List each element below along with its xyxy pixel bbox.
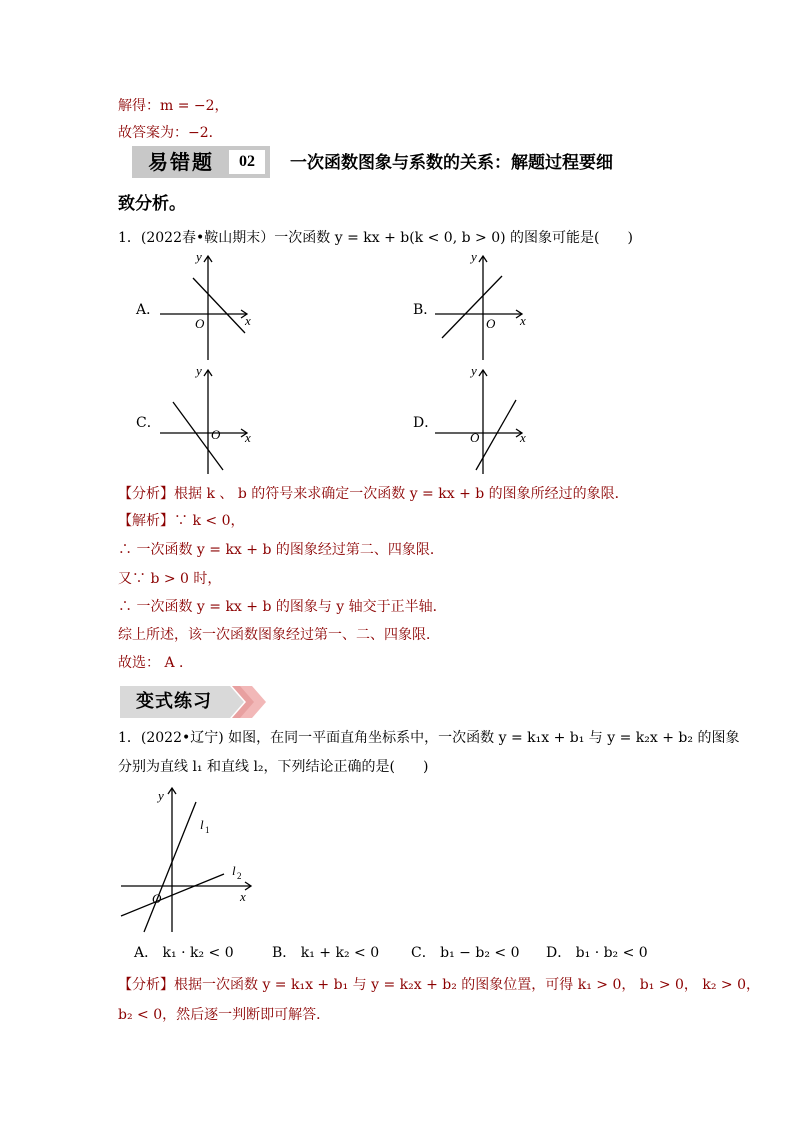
section-heading-line-2: 致分析。 [118, 194, 186, 214]
practice-banner [120, 686, 270, 718]
section-heading-line-1: 一次函数图象与系数的关系：解题过程要细 [290, 153, 613, 173]
practice-question-1-line-2: 分别为直线 l₁ 和直线 l₂，下列结论正确的是( ) [118, 759, 429, 775]
option-b-graph [430, 248, 540, 363]
question-1-solution-line-6: 故选： A ． [118, 655, 194, 671]
x-axis-label: x [520, 313, 526, 328]
y-axis-label: y [471, 249, 477, 264]
practice-question-1-line-1: 1．(2022•辽宁) 如图，在同一平面直角坐标系中，一次函数 y = k₁x + b₁ 与 y = k₂x + b₂ 的图象 [118, 730, 740, 746]
practice-figure [118, 782, 268, 937]
function-line [476, 400, 516, 470]
origin-label: O [211, 427, 221, 442]
option-d-graph [430, 362, 540, 477]
line-l1-subscript: 1 [205, 825, 210, 835]
question-1-solution-line-5: 综上所述，该一次函数图象经过第一、二、四象限． [118, 627, 440, 643]
question-1-analysis: 【分析】根据 k 、 b 的符号来求确定一次函数 y = kx + b 的图象所经过的象限． [118, 486, 629, 502]
practice-banner-text: 变式练习 [136, 691, 212, 712]
prev-solution-line-2: 故答案为：−2． [118, 125, 223, 141]
y-axis-label: y [471, 363, 477, 378]
option-a-label: A． [136, 302, 161, 318]
section-badge-number: 02 [229, 150, 265, 174]
practice-analysis-line-1: 【分析】根据一次函数 y = k₁x + b₁ 与 y = k₂x + b₂ 的图象位置，可得 k₁ > 0， b₁ > 0， k₂ > 0， [118, 977, 761, 993]
question-1-solution-line-4: ∴ 一次函数 y = kx + b 的图象与 y 轴交于正半轴． [118, 599, 447, 615]
option-a-graph [155, 248, 265, 363]
section-badge [132, 146, 270, 178]
section-badge-text: 易错题 [136, 150, 226, 174]
question-1-solution-line-1: 【解析】∵ k < 0， [118, 513, 245, 529]
origin-label: O [486, 316, 496, 331]
origin-label: O [152, 891, 162, 906]
practice-choice-c: C． b₁ − b₂ < 0 [411, 945, 520, 961]
practice-choice-d: D． b₁ · b₂ < 0 [546, 945, 648, 961]
x-axis-label: x [520, 430, 526, 445]
practice-choice-a: A． k₁ · k₂ < 0 [134, 945, 234, 961]
line-l2-subscript: 2 [237, 871, 242, 881]
line-l1-label: l [200, 817, 204, 832]
option-c-graph [155, 362, 265, 477]
origin-label: O [470, 430, 480, 445]
x-axis-label: x [240, 889, 246, 904]
option-d-label: D． [413, 415, 439, 431]
option-b-label: B． [413, 302, 438, 318]
question-1-solution-line-3: 又∵ b > 0 时， [118, 571, 222, 587]
x-axis-label: x [245, 313, 251, 328]
y-axis-label: y [158, 788, 164, 803]
line-l1 [144, 802, 196, 932]
line-l2-label: l [232, 863, 236, 878]
question-1-solution-line-2: ∴ 一次函数 y = kx + b 的图象经过第二、四象限． [118, 542, 444, 558]
practice-analysis-line-2: b₂ < 0，然后逐一判断即可解答． [118, 1007, 331, 1023]
prev-solution-line-1: 解得：m = −2， [118, 98, 229, 114]
y-axis-label: y [196, 249, 202, 264]
option-c-label: C． [136, 415, 161, 431]
x-axis-label: x [245, 430, 251, 445]
y-axis-label: y [196, 363, 202, 378]
practice-choice-b: B． k₁ + k₂ < 0 [272, 945, 380, 961]
question-1-stem: 1．(2022春•鞍山期末）一次函数 y = kx + b(k < 0, b > 0) 的图象可能是( ) [118, 230, 633, 246]
origin-label: O [195, 316, 205, 331]
